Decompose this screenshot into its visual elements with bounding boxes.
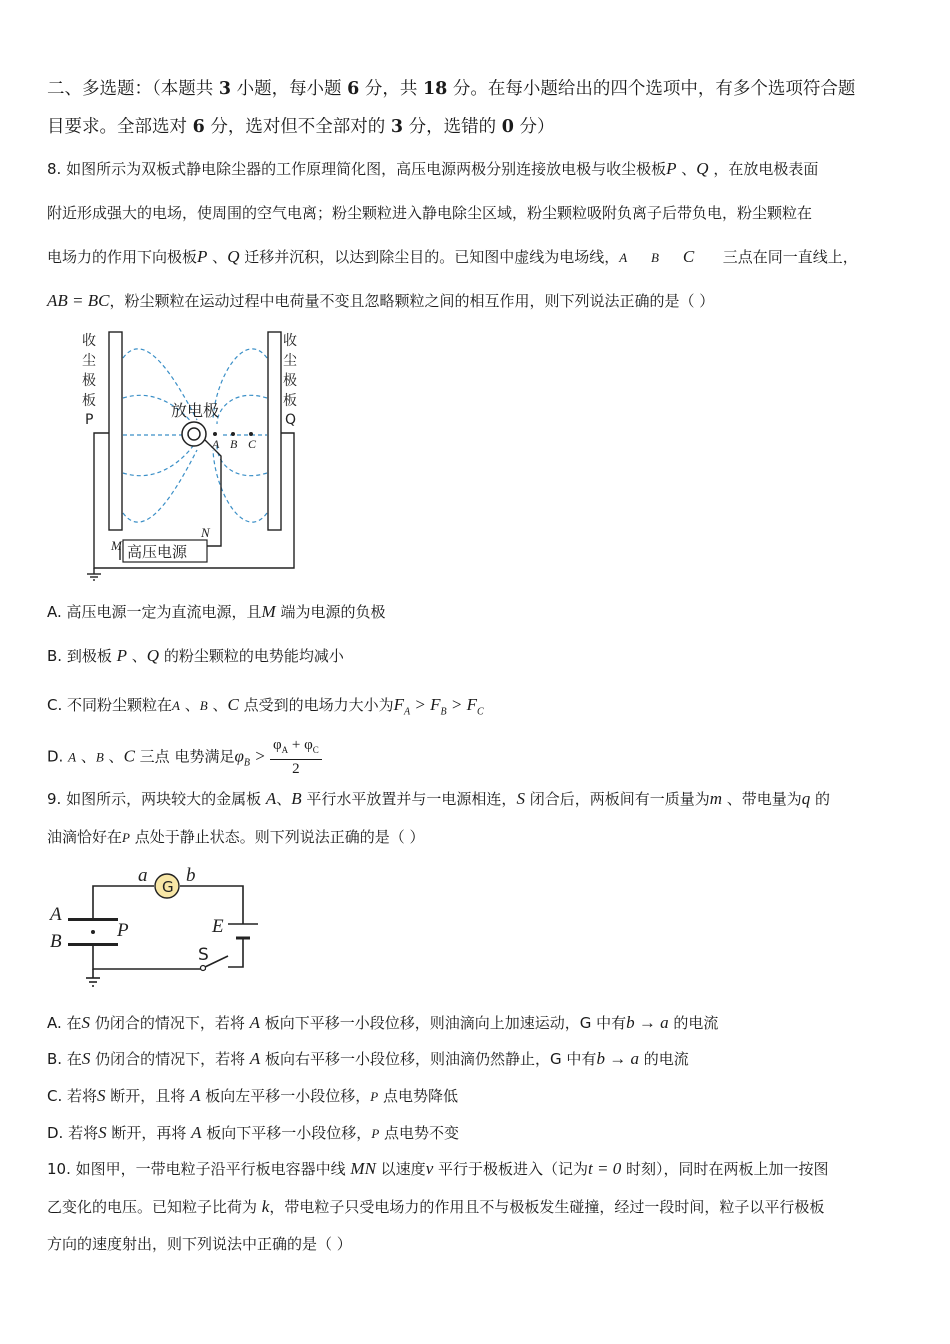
q8-option-B-text: B. 到极板: [47, 647, 112, 665]
plate-B: [68, 943, 118, 946]
q8-text: 迁移并沉积，以达到除尘目的。已知图中虚线为电场线，: [239, 248, 620, 266]
q8-point-A: A: [619, 250, 628, 265]
q8-option-A-text: A. 高压电源一定为直流电源，且: [47, 603, 262, 621]
fraction-numerator: [270, 736, 322, 760]
q10-symbol-MN: MN: [350, 1159, 376, 1178]
q8-sep: 、: [127, 647, 147, 665]
force-symbol: F: [430, 695, 441, 714]
collector-plate-Q: [268, 332, 281, 530]
q9-text: 9. 如图所示，两块较大的金属板: [47, 790, 266, 808]
section-text: 二、多选题：（本题共: [47, 79, 219, 99]
section-text: 目要求。全部选对: [47, 117, 193, 137]
q9-option-B-text: 的电流: [638, 1050, 689, 1068]
plate-A-label: A: [50, 904, 62, 925]
total-score: 18: [422, 79, 448, 99]
force-subscript: B: [440, 706, 447, 718]
q9-option-D-text: 点电势不变: [379, 1124, 460, 1142]
q8-symbol-P: P: [116, 646, 127, 665]
plate-A: [68, 918, 118, 921]
q8-sep: 、: [207, 248, 228, 266]
q8-sep: 、: [676, 160, 697, 178]
plate-Q-char: 尘: [283, 353, 297, 369]
q8-point-B: B: [199, 698, 208, 713]
q9-text: 闭合后，两板间有一质量为: [524, 790, 710, 808]
source-E-label: E: [212, 916, 224, 937]
q8-point-A: A: [68, 749, 77, 765]
q9-option-C[interactable]: [47, 1085, 458, 1108]
oil-drop-P: [91, 930, 95, 934]
q9-symbol-S: S: [81, 1013, 91, 1032]
q9-option-C-text: C. 若将: [47, 1087, 98, 1105]
section-text: 小题，每小题: [231, 79, 348, 99]
q8-option-B-text: 的粉尘颗粒的电势能均减小: [159, 647, 344, 665]
q8-sep: 、: [179, 696, 200, 714]
q9-option-C-text: 板向左平移一小段位移，: [200, 1087, 371, 1105]
point-A-label: A: [212, 437, 220, 451]
q9-option-A-text: A. 在: [47, 1014, 82, 1032]
collector-plate-P: [109, 332, 122, 530]
q8-point-B: B: [651, 250, 659, 265]
q9-option-A-text: 板向下平移一小段位移，则油滴向上加速运动，G 中有: [259, 1014, 627, 1032]
phi-symbol: φ: [234, 746, 244, 766]
q8-sep: 、: [207, 696, 228, 714]
plate-Q-char: 板: [283, 393, 297, 409]
plate-P-char: 尘: [82, 353, 96, 369]
q8-option-C-text: 点受到的电场力大小为: [238, 696, 394, 714]
question-count: 3: [218, 79, 231, 99]
q9-symbol-A: A: [249, 1049, 261, 1068]
plate-P-char: P: [85, 412, 94, 428]
current-direction: b → a: [596, 1049, 639, 1068]
q8-option-D[interactable]: [47, 736, 322, 778]
fraction-denominator: 2: [292, 761, 300, 777]
q8-option-D-text: D.: [47, 747, 69, 766]
q8-point-C: C: [227, 695, 239, 714]
plate-P-char: 收: [82, 333, 96, 349]
q8-text: ，在放电极表面: [708, 160, 819, 178]
point-C-label: C: [248, 437, 257, 451]
q9-option-D[interactable]: [47, 1122, 459, 1145]
q9-option-B-text: 板向右平移一小段位移，则油滴仍然静止，G 中有: [260, 1050, 597, 1068]
section-text: 分。在每小题给出的四个选项中，有多个选项符合题: [447, 79, 856, 99]
q9-option-B-text: B. 在: [47, 1050, 82, 1068]
q8-sep: 、: [76, 747, 96, 766]
phi-symbol: φ: [304, 737, 313, 753]
galvanometer-label: G: [162, 878, 174, 896]
q8-stem-line-4: [47, 290, 714, 312]
section-text: 分，选错的: [403, 117, 502, 137]
high-voltage-source-label: 高压电源: [127, 543, 188, 561]
plate-P-char: 板: [82, 393, 96, 409]
q8-symbol-P: P: [666, 159, 677, 178]
q10-stem-line-3: [47, 1233, 352, 1255]
q8-force-inequality: [393, 695, 484, 718]
point-P-label: P: [117, 920, 129, 941]
q9-symbol-m: m: [709, 789, 722, 808]
q8-point-C: C: [682, 247, 695, 266]
point-B-label: B: [230, 437, 238, 451]
plate-Q-char: 收: [283, 333, 297, 349]
gt-sign: >: [410, 695, 431, 714]
plate-P-label: [82, 332, 96, 428]
switch-pivot: [201, 966, 206, 971]
terminal-a-label: a: [138, 866, 148, 886]
section-text: 分，共: [359, 79, 423, 99]
q9-symbol-S: S: [98, 1123, 107, 1142]
q8-text: 三点在同一直线上，: [722, 248, 858, 266]
force-subscript: C: [476, 706, 484, 718]
q8-electrostatic-precipitator-figure: [75, 328, 350, 583]
q9-option-B[interactable]: [47, 1048, 689, 1070]
q8-text: ，粉尘颗粒在运动过程中电荷量不变且忽略颗粒之间的相互作用，则下列说法正确的是（ ）: [109, 292, 715, 310]
terminal-N-label: N: [201, 525, 210, 540]
q8-text: 附近形成强大的电场，使周围的空气电离；粉尘颗粒进入静电除尘区域，粉尘颗粒吸附负离子后带负电，粉尘颗粒在: [47, 204, 813, 222]
current-direction: b → a: [626, 1013, 669, 1032]
q9-symbol-A: A: [265, 789, 277, 808]
force-symbol: F: [393, 695, 404, 714]
gt-sign: >: [249, 746, 270, 766]
q9-option-B-text: 仍闭合的情况下，若将: [90, 1050, 250, 1068]
phi-subscript: C: [312, 745, 319, 755]
q8-symbol-Q: Q: [696, 159, 709, 178]
q8-symbol-Q: Q: [146, 646, 160, 665]
q8-potential-fraction: [270, 736, 322, 778]
q9-text: 点处于静止状态。则下列说法正确的是（ ）: [129, 828, 425, 846]
q8-point-B: B: [95, 749, 104, 765]
discharge-electrode-inner: [188, 428, 200, 440]
q9-text: 的: [810, 790, 831, 808]
full-score: 6: [192, 117, 205, 137]
q8-text: 电场力的作用下向极板: [47, 248, 198, 266]
q9-symbol-P: P: [370, 1089, 379, 1104]
q9-option-D-text: 板向下平移一小段位移，: [201, 1124, 372, 1142]
q9-symbol-A: A: [249, 1013, 260, 1032]
q8-option-C-text: C. 不同粉尘颗粒在: [47, 696, 173, 714]
q9-text: 油滴恰好在: [47, 828, 123, 846]
plate-Q-char: 极: [283, 373, 297, 389]
q9-symbol-S: S: [516, 789, 525, 808]
q9-symbol-P: P: [371, 1126, 380, 1141]
q8-point-C: C: [123, 746, 135, 766]
q9-symbol-S: S: [81, 1049, 91, 1068]
q8-stem-line-1: [47, 158, 818, 180]
q10-text: 方向的速度射出，则下列说法中正确的是（ ）: [47, 1235, 352, 1253]
q10-symbol-v: v: [425, 1159, 434, 1178]
q10-text: 以速度: [375, 1160, 426, 1178]
plate-P-char: 极: [82, 373, 96, 389]
section-text: 分，选对但不全部对的: [204, 117, 391, 137]
q9-option-A-text: 仍闭合的情况下，若将: [90, 1014, 250, 1032]
q9-option-A[interactable]: [47, 1012, 718, 1034]
q8-option-A-text: 端为电源的负极: [275, 603, 386, 621]
q10-text: 10. 如图甲，一带电粒子沿平行板电容器中线: [47, 1160, 351, 1178]
plus-sign: +: [288, 737, 305, 753]
q10-text: 乙变化的电压。已知粒子比荷为: [47, 1198, 262, 1216]
score-per-question: 6: [347, 79, 360, 99]
q9-text: 平行水平放置并与一电源相连，: [301, 790, 517, 808]
q9-option-C-text: 断开，且将: [105, 1087, 191, 1105]
q10-time-zero: t = 0: [588, 1159, 622, 1178]
q9-stem-line-1: [47, 788, 830, 810]
point-A-dot: [213, 432, 217, 436]
point-C-dot: [249, 432, 253, 436]
phi-subscript: B: [243, 757, 250, 769]
terminal-b-label: b: [186, 866, 196, 886]
section-header-line-1: [47, 76, 855, 102]
q8-option-C[interactable]: [47, 694, 484, 723]
q8-text: 8. 如图所示为双板式静电除尘器的工作原理简化图，高压电源两极分别连接放电极与收尘极板: [47, 160, 667, 178]
q8-option-D-text: 三点 电势满足: [134, 747, 235, 766]
q9-symbol-S: S: [97, 1086, 106, 1105]
q9-symbol-B: B: [291, 789, 302, 808]
q8-symbol-P: P: [197, 247, 208, 266]
phi-subscript: A: [281, 745, 289, 755]
q8-symbol-Q: Q: [227, 247, 240, 266]
q8-sep: 、: [103, 747, 124, 766]
q9-sep: 、: [276, 790, 292, 808]
q9-symbol-q: q: [801, 789, 811, 808]
force-subscript: A: [404, 706, 411, 718]
point-B-dot: [231, 432, 235, 436]
wrong-score: 0: [501, 117, 514, 137]
q10-stem-line-1: [47, 1158, 829, 1180]
q9-symbol-P: P: [122, 830, 130, 845]
plate-Q-label: [283, 332, 297, 428]
section-text: 分）: [513, 117, 555, 137]
plate-B-label: B: [50, 931, 62, 952]
q9-stem-line-2: [47, 826, 425, 849]
q10-text: ，带电粒子只受电场力的作用且不与极板发生碰撞，经过一段时间，粒子以平行极板: [269, 1198, 825, 1216]
q10-text: 平行于极板进入（记为: [433, 1160, 589, 1178]
terminal-M-label: M: [111, 538, 122, 553]
q9-option-D-text: 断开，再将: [106, 1124, 192, 1142]
gt-sign: >: [446, 695, 467, 714]
q9-text: 、带电量为: [722, 790, 802, 808]
phi-symbol: φ: [272, 737, 282, 753]
q8-stem-line-3: [47, 246, 858, 269]
section-header-line-2: [47, 114, 554, 140]
q8-option-A[interactable]: [47, 601, 386, 623]
plate-Q-char: Q: [285, 412, 297, 428]
force-symbol: F: [466, 695, 477, 714]
q9-symbol-A: A: [190, 1086, 201, 1105]
q9-symbol-A: A: [191, 1123, 202, 1142]
q8-symbol-M: M: [261, 602, 276, 621]
q8-equation: AB = BC: [47, 291, 110, 310]
q9-circuit-figure: [45, 866, 275, 996]
q8-option-B[interactable]: [47, 645, 344, 667]
q10-text: 时刻），同时在两板上加一按图: [621, 1160, 829, 1178]
q9-option-A-text: 的电流: [668, 1014, 719, 1032]
discharge-electrode-label: 放电极: [171, 401, 220, 420]
q9-option-C-text: 点电势降低: [378, 1087, 458, 1105]
q8-stem-line-2: [47, 202, 812, 224]
q9-option-D-text: D. 若将: [47, 1124, 99, 1142]
q10-stem-line-2: [47, 1196, 824, 1218]
q10-symbol-k: k: [261, 1197, 270, 1216]
partial-score: 3: [390, 117, 404, 137]
q8-point-A: A: [172, 698, 180, 713]
switch-S-label: S: [198, 945, 209, 965]
